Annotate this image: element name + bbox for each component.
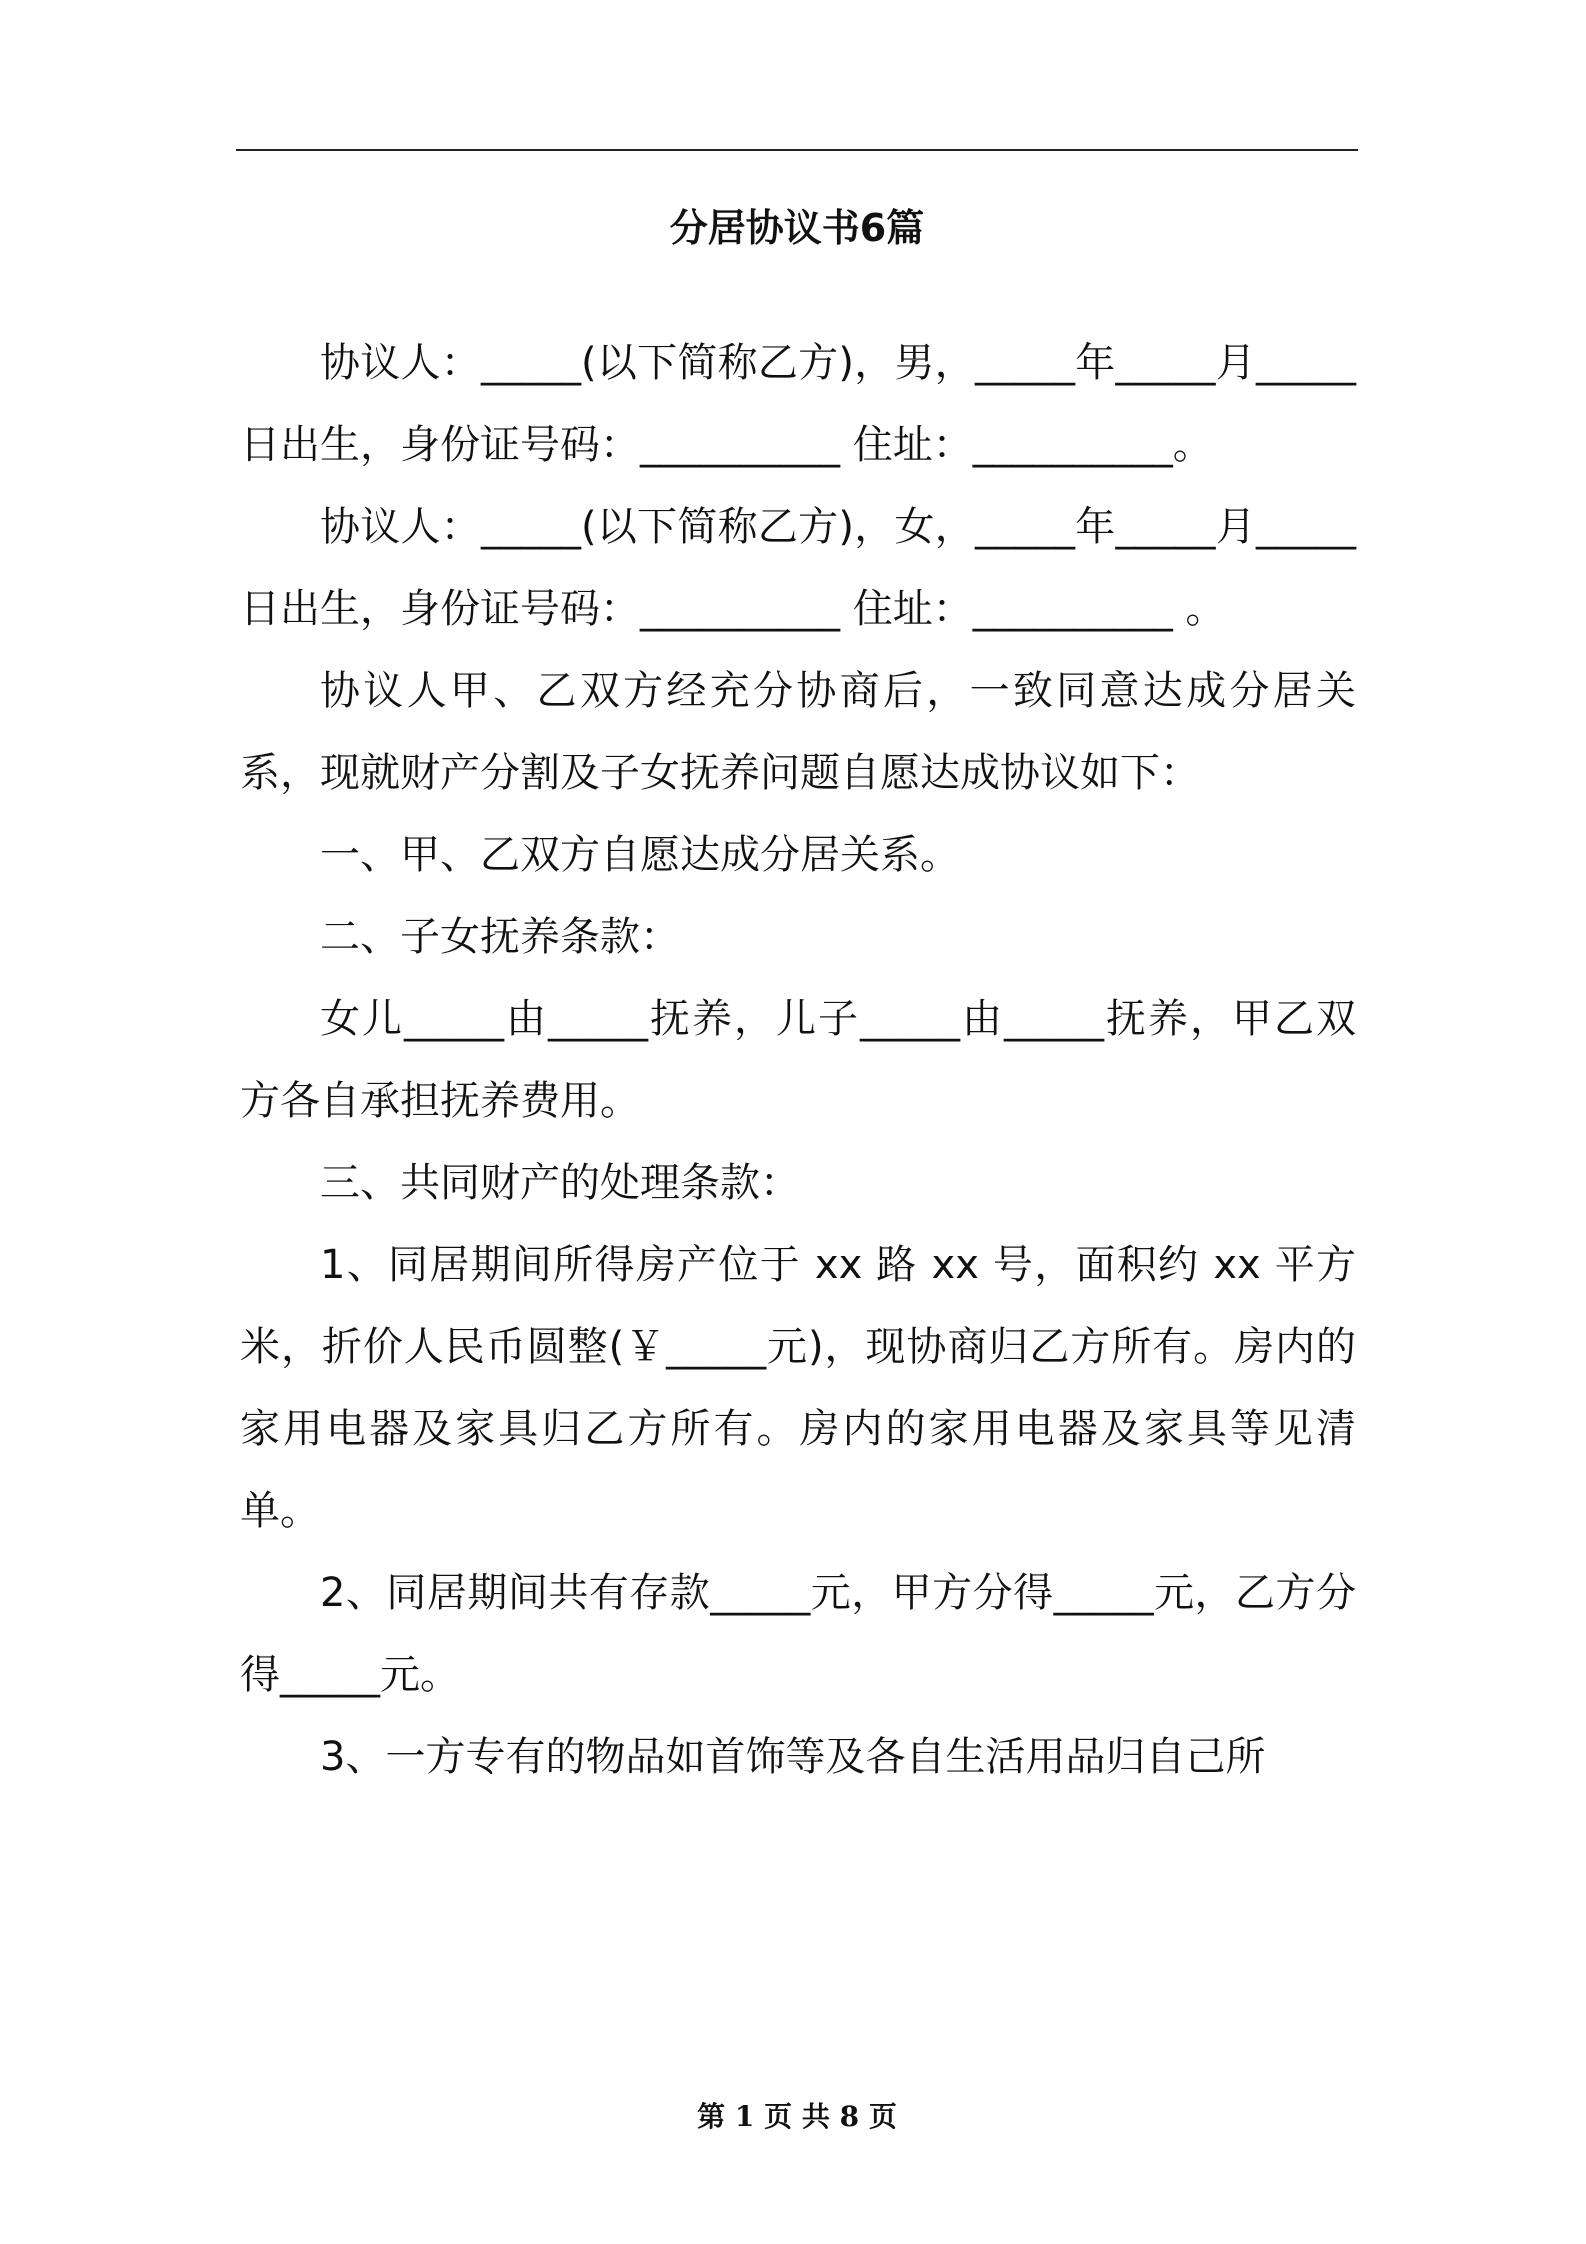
paragraph-clause-2-heading: 二、子女抚养条款： (320, 914, 680, 960)
paragraph-preamble: 协议人甲、乙双方经充分协商后，一致同意达成分居关系，现就财产分割及子女抚养问题自愿达成协议如下： (240, 668, 1356, 796)
paragraph-clause-3-heading: 三、共同财产的处理条款： (320, 1160, 800, 1206)
paragraph-party-female: 协议人：_____(以下简称乙方)，女，_____年_____月_____日出生，身份证号码：__________ 住址：__________ 。 (240, 504, 1356, 632)
paragraph-party-male: 协议人：_____(以下简称乙方)，男，_____年_____月_____日出生，身份证号码：__________ 住址：__________。 (240, 340, 1356, 468)
paragraph-clause-1: 一、甲、乙双方自愿达成分居关系。 (320, 832, 960, 878)
page-number-footer: 第 1 页 共 8 页 (697, 2100, 897, 2133)
document-title: 分居协议书6篇 (669, 206, 925, 250)
paragraph-property-house: 1、同居期间所得房产位于 xx 路 xx 号，面积约 xx 平方米，折价人民币圆整(￥_____元)，现协商归乙方所有。房内的家用电器及家具归乙方所有。房内的家用电器及家具等见清单。 (240, 1242, 1356, 1534)
paragraph-property-savings: 2、同居期间共有存款_____元，甲方分得_____元，乙方分得_____元。 (240, 1570, 1356, 1698)
document-body (240, 322, 1356, 1798)
paragraph-personal-items: 3、一方专有的物品如首饰等及各自生活用品归自己所 (320, 1734, 1266, 1780)
header-rule (236, 149, 1358, 151)
paragraph-child-custody: 女儿_____由_____抚养，儿子_____由_____抚养，甲乙双方各自承担抚养费用。 (240, 996, 1356, 1124)
